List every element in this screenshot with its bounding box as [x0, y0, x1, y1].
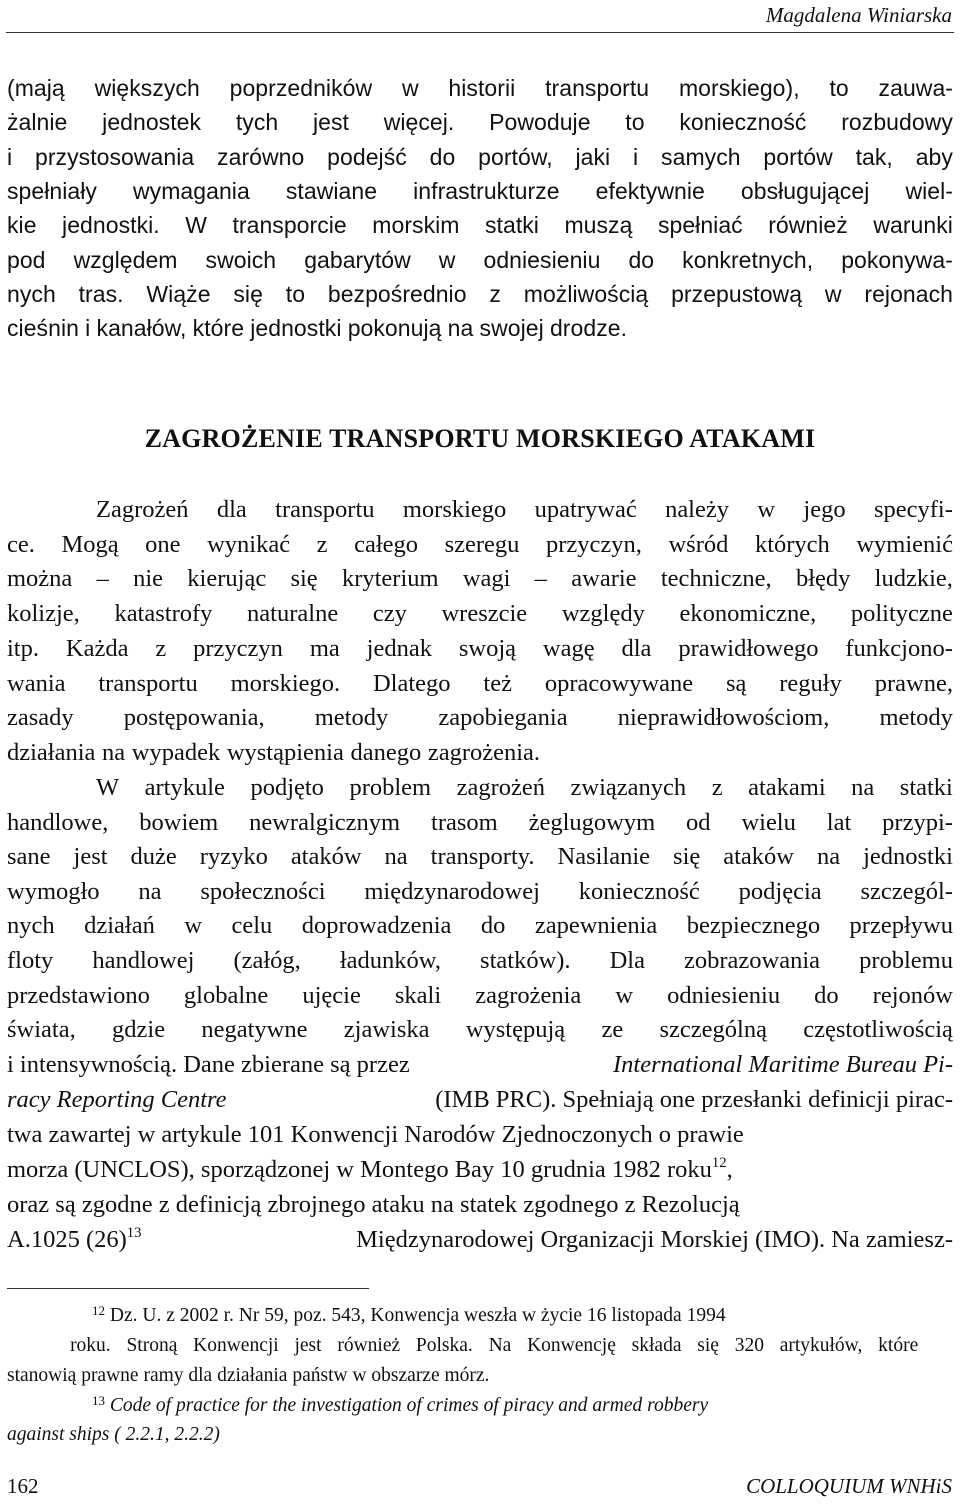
footnote-12: $^{12}$ Dz. U. z 2002 r. Nr 59, poz. 543, Konwencja weszła w życie 16 listopada 1994: [92, 1302, 726, 1326]
text-line: nych działań w celu doprowadzenia do zapewnienia bezpiecznego przepływu: [7, 912, 953, 940]
footnote-line: stanowią prawne ramy dla działania państw w obszarze mórz.: [7, 1365, 490, 1386]
page-number: 162: [7, 1474, 39, 1498]
text-line: ce. Mogą one wynikać z całego szeregu przyczyn, wśród których wymienić: [7, 530, 953, 558]
text-line: oraz są zgodne z definicją zbrojnego ataku na statek zgodnego z Rezolucją: [7, 1191, 740, 1218]
text-line: twa zawartej w artykule 101 Konwencji Narodów Zjednoczonych o prawie: [7, 1121, 744, 1148]
text-line: floty handlowej (załóg, ładunków, statków). Dla zobrazowania problemu: [7, 947, 953, 974]
text-line: (mają większych poprzedników w historii transportu morskiego), to zauwa-: [7, 75, 953, 101]
running-head-author: Magdalena Winiarska: [765, 3, 952, 27]
text-line: cieśnin i kanałów, które jednostki pokonują na swojej drodze.: [7, 315, 628, 342]
text-line: W artykule podjęto problem zagrożeń związanych z atakami na statki: [96, 774, 953, 801]
section-heading: ZAGROŻENIE TRANSPORTU MORSKIEGO ATAKAMI: [144, 424, 816, 453]
footnote-line: against ships ( 2.2.1, 2.2.2): [7, 1424, 220, 1445]
text-line: Zagrożeń dla transportu morskiego upatrywać należy w jego specyfi-: [96, 496, 953, 523]
text-line: handlowe, bowiem newralgicznym trasom żeglugowym od wielu lat przypi-: [7, 808, 953, 836]
text-line: kolizje, katastrofy naturalne czy wreszcie względy ekonomiczne, polityczne: [7, 600, 953, 628]
footnote-rule: [7, 1288, 369, 1289]
journal-name: COLLOQUIUM WNHiS: [746, 1474, 952, 1498]
text-line: działania na wypadek wystąpienia danego zagrożenia.: [7, 738, 541, 766]
header-rule: [6, 32, 954, 33]
text-line: A.1025 $(26)^{13}$ Międzynarodowej Organizacji Morskiej (IMO). Na zamiesz-: [7, 1225, 953, 1253]
footnote-line: roku. Stroną Konwencji jest również Polska. Na Konwencję składa się 320 artykułów, które: [70, 1335, 919, 1356]
footnote-ref-13: 13: [126, 1225, 142, 1242]
text-line: kie jednostki. W transporcie morskim statki muszą spełniać również warunki: [7, 212, 953, 239]
text-line: i intensywnością. Dane zbierane są przez International Maritime Bureau Pi-: [7, 1051, 953, 1078]
text-line: świata, gdzie negatywne zjawiska występują ze szczególną częstotliwością: [7, 1016, 953, 1044]
text-line: i przystosowania zarówno podejść do portów, jaki i samych portów tak, aby: [7, 143, 953, 170]
text-line: wymogło na społeczności międzynarodowej konieczność podjęcia szczegól-: [7, 877, 953, 905]
text-line: sane jest duże ryzyko ataków na transporty. Nasilanie się ataków na jednostki: [7, 843, 953, 871]
text-line: nych tras. Wiąże się to bezpośrednio z możliwością przepustową w rejonach: [7, 280, 953, 307]
text-line: racy Reporting Centre (IMB PRC). Spełniają one przesłanki definicji pirac-: [7, 1086, 953, 1113]
text-line: przedstawiono globalne ujęcie skali zagrożenia w odniesieniu do rejonów: [7, 981, 953, 1009]
text-line: żalnie jednostek tych jest więcej. Powoduje to konieczność rozbudowy: [7, 109, 953, 136]
text-line: spełniały wymagania stawiane infrastrukturze efektywnie obsługującej wiel-: [7, 177, 953, 204]
footnote-13: $^{13}$ Code of practice for the investigation of crimes of piracy and armed robbery: [92, 1392, 709, 1416]
text-line: morza (UNCLOS), sporządzonej w Montego Bay 10 grudnia 1982 roku$^{12}$,: [7, 1155, 733, 1183]
text-line: pod względem swoich gabarytów w odniesieniu do konkretnych, pokonywa-: [7, 246, 953, 273]
text-line: można – nie kierując się kryterium wagi – awarie techniczne, błędy ludzkie,: [7, 565, 953, 593]
footnote-ref-12: 12: [711, 1155, 727, 1172]
text-line: itp. Każda z przyczyn ma jednak swoją wagę dla prawidłowego funkcjono-: [7, 634, 953, 662]
text-line: wania transportu morskiego. Dlatego też opracowywane są reguły prawne,: [7, 669, 953, 697]
text-line: zasady postępowania, metody zapobiegania nieprawidłowościom, metody: [7, 704, 953, 732]
